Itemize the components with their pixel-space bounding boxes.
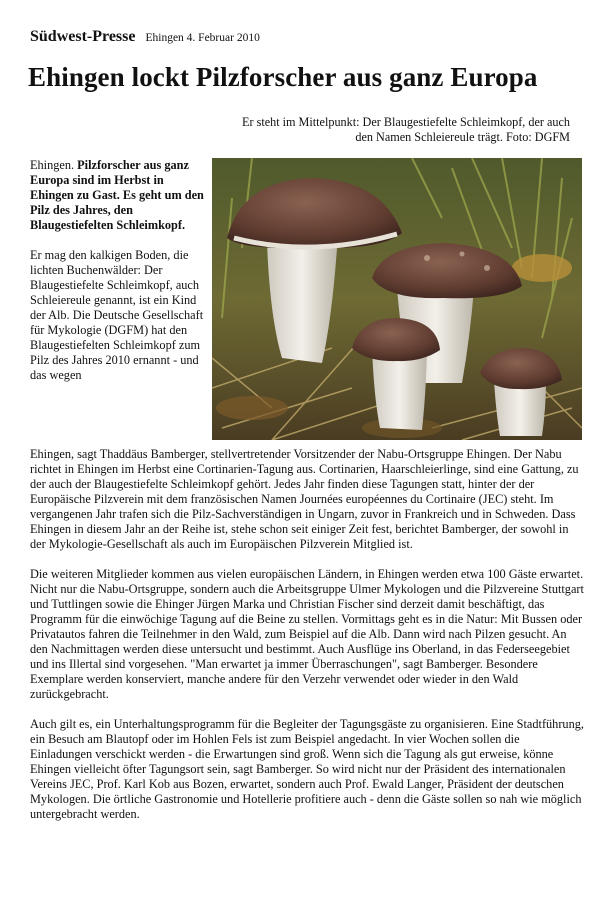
column-paragraph: Er mag den kalkigen Boden, die lichten Buchenwälder: Der Blaugestiefelte Schleimkopf, auch Schleiereule genannt, ist ein Kind der Alb. Die Deutsche Gesellschaft für Mykologie (DGFM) hat den Blaugestiefelten Schleimkopf zum Pilz des Jahres 2010 ernannt - und das wegen — [30, 248, 204, 382]
lead-paragraph — [30, 158, 205, 233]
headline: Ehingen lockt Pilzforscher aus ganz Europa — [28, 62, 538, 92]
masthead — [30, 28, 260, 46]
place-name: Ehingen. — [30, 158, 75, 172]
dateline: Ehingen 4. Februar 2010 — [145, 32, 260, 44]
body-paragraph-3: Auch gilt es, ein Unterhaltungsprogramm für die Begleiter der Tagungsgäste zu organisieren. Eine Stadtführung, ein Besuch am Blautopf oder im Hohlen Fels ist zum Beispiel angedacht. In vier Wochen sollen die Einladungen verschickt werden - die Erwartungen sind groß. Wenn sich die Tagung als gut erweise, könne Ehingen vielleicht öfter Tagungsort sein, sagt Bamberger. So wird nicht nur der Präsident des internationalen Vereins JEC, Prof. Karl Kob aus Bozen, erwartet, sondern auch Prof. Ewald Langer, Präsident der deutschen Mykologen. Die örtliche Gastronomie und Hotellerie profitiere auch - denn die Gäste sollen so nah wie möglich untergebracht werden. — [30, 717, 584, 821]
newspaper-name: Südwest-Presse — [30, 28, 136, 45]
article-body — [30, 447, 584, 837]
lead-column — [30, 158, 205, 398]
mushroom-photo — [212, 158, 582, 440]
body-paragraph-2: Die weiteren Mitglieder kommen aus vielen europäischen Ländern, in Ehingen werden etwa 100 Gäste erwartet. Nicht nur die Nabu-Ortsgruppe, sondern auch die Arbeitsgruppe Ulmer Mykologen und die Pilzvereine Stuttgart und Tuttlingen sowie die Ehinger Jürgen Marka und Christian Fischer sind derzeit damit beschäftigt, das Programm für die einwöchige Tagung auf die Beine zu stellen. Vormittags geht es in die Natur: Mit Bussen oder Privatautos fahren die Teilnehmer in den Wald, zum Beispiel auf die Alb. Dann wird nach Pilzen gesucht. An den Nachmittagen werden diese untersucht und bestimmt. Auch Ausflüge ins Oberland, in das Federseegebiet und ins Illertal sind vorgesehen. "Man erwartet ja immer Überraschungen", sagt Bamberger. Besondere Exemplare werden konserviert, manche andere für den Verzehr verwendet oder wieder in den Wald zurückgebracht. — [30, 567, 584, 701]
photo-caption: Er steht im Mittelpunkt: Der Blaugestiefelte Schleimkopf, der auch den Namen Schleiereule trägt. Foto: DGFM — [242, 115, 570, 144]
body-paragraph-1: Ehingen, sagt Thaddäus Bamberger, stellvertretender Vorsitzender der Nabu-Ortsgruppe Ehingen. Der Nabu richtet in Ehingen im Herbst eine Cortinarien-Tagung aus. Cortinarien, Haarschleierlinge, sind eine Gattung, zu der auch der Blaugestiefelte Schleimkopf gehört. Jedes Jahr finden diese Tagungen statt, hinter der der Europäische Pilzverein mit dem französischen Namen Journées européennes du Cortinaire (JEC) steht. Im vergangenen Jahr trafen sich die Pilz-Sachverständigen in Ungarn, zuvor in Frankreich und in Schweden. Dass Ehingen in diesem Jahr an der Reihe ist, stehe schon seit einiger Zeit fest, berichtet Bamberger, der sowohl in der Mykologie-Gesellschaft als auch im Europäischen Pilzverein Mitglied ist. — [30, 447, 579, 551]
teaser-text: Pilzforscher aus ganz Europa sind im Herbst in Ehingen zu Gast. Es geht um den Pilz des Jahres, den Blaugestiefelten Schleimkopf. — [30, 158, 204, 232]
